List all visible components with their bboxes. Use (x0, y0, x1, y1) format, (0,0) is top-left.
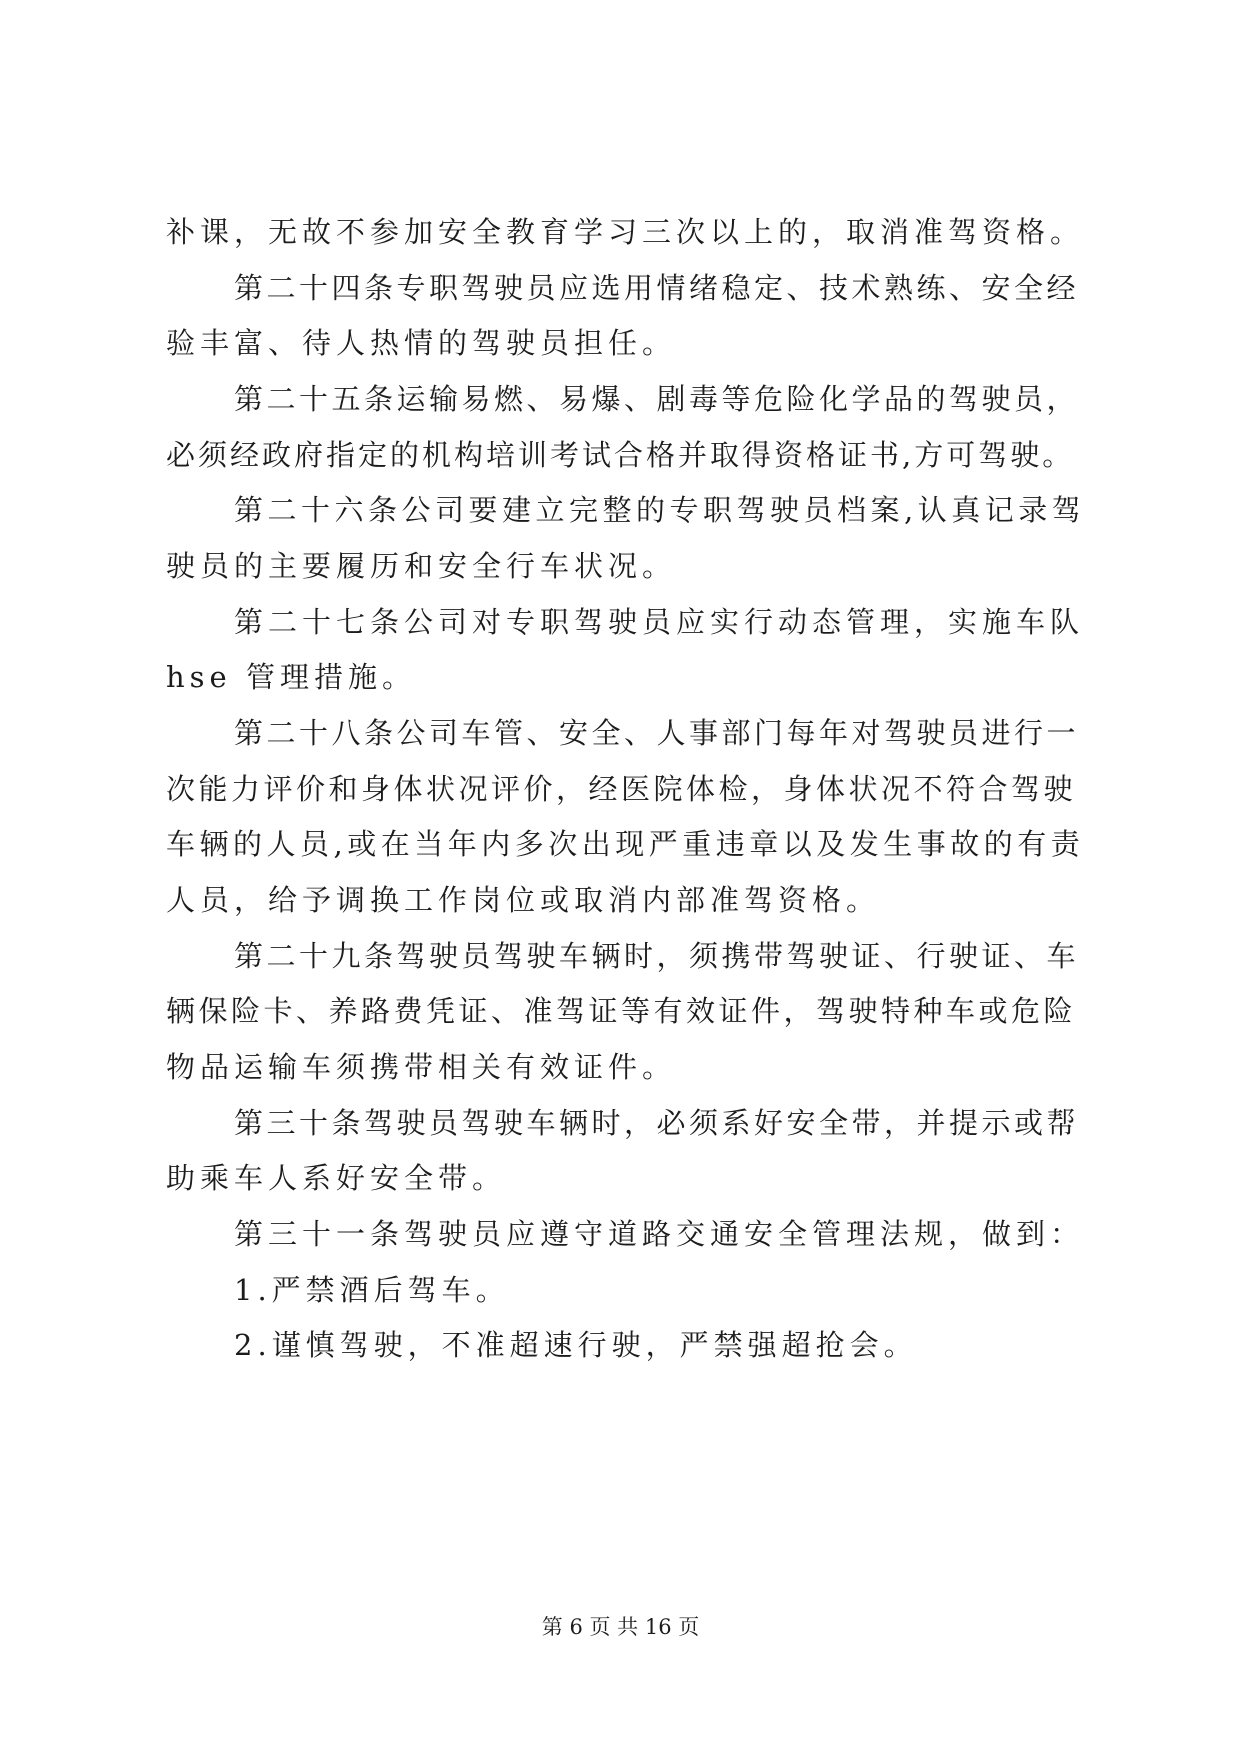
page-number-footer: 第 6 页 共 16 页 (541, 1615, 700, 1639)
paragraph-line: 物品运输车须携带相关有效证件。 (166, 1050, 677, 1084)
paragraph-line: 车辆的人员,或在当年内多次出现严重违章以及发生事故的有责 (166, 827, 1085, 861)
paragraph-line: 第二十八条公司车管、安全、人事部门每年对驾驶员进行一 (234, 716, 1080, 750)
paragraph-line: 第二十五条运输易燃、易爆、剧毒等危险化学品的驾驶员， (234, 382, 1080, 416)
paragraph-line: 次能力评价和身体状况评价，经医院体检，身体状况不符合驾驶 (166, 772, 1077, 806)
paragraph-line: 验丰富、待人热情的驾驶员担任。 (166, 326, 677, 360)
paragraph-line: 第二十七条公司对专职驾驶员应实行动态管理，实施车队 (234, 605, 1085, 639)
paragraph-line: 第三十条驾驶员驾驶车辆时，必须系好安全带，并提示或帮 (234, 1106, 1080, 1140)
list-item: 1.严禁酒后驾车。 (234, 1273, 510, 1307)
paragraph-line: 人员，给予调换工作岗位或取消内部准驾资格。 (166, 883, 881, 917)
paragraph-line: 必须经政府指定的机构培训考试合格并取得资格证书,方可驾驶。 (166, 438, 1075, 472)
list-item: 2.谨慎驾驶，不准超速行驶，严禁强超抢会。 (234, 1328, 918, 1362)
paragraph-line: 驶员的主要履历和安全行车状况。 (166, 549, 677, 583)
paragraph-line: hse 管理措施。 (166, 660, 416, 694)
paragraph-line: 第二十六条公司要建立完整的专职驾驶员档案,认真记录驾 (234, 493, 1086, 527)
paragraph-line: 补课，无故不参加安全教育学习三次以上的，取消准驾资格。 (166, 215, 1085, 249)
paragraph-line: 第二十九条驾驶员驾驶车辆时，须携带驾驶证、行驶证、车 (234, 939, 1080, 973)
paragraph-line: 第二十四条专职驾驶员应选用情绪稳定、技术熟练、安全经 (234, 271, 1080, 305)
paragraph-line: 第三十一条驾驶员应遵守道路交通安全管理法规，做到： (234, 1217, 1085, 1251)
paragraph-line: 助乘车人系好安全带。 (166, 1161, 507, 1195)
paragraph-line: 辆保险卡、养路费凭证、准驾证等有效证件，驾驶特种车或危险 (166, 994, 1077, 1028)
